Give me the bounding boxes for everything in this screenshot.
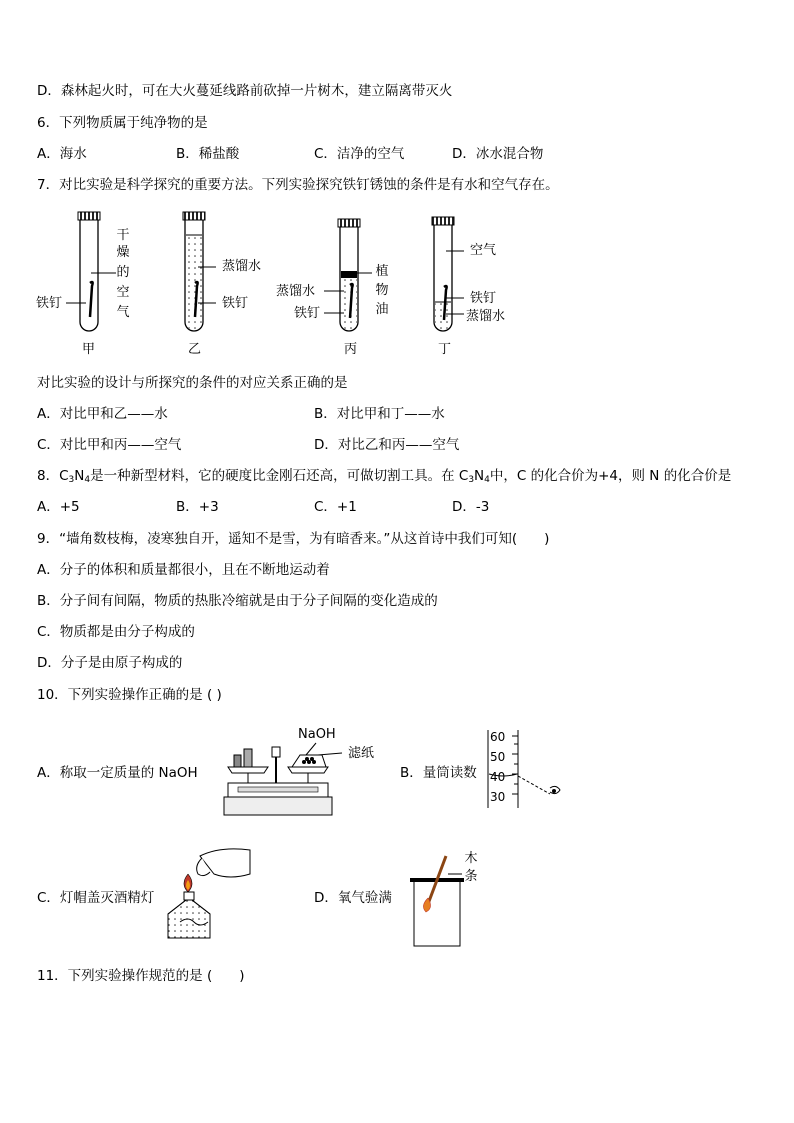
cylinder-tick-60: 60 — [490, 730, 506, 744]
bing-oil-char-1: 植 — [375, 264, 389, 279]
tube-name-yi: 乙 — [188, 342, 202, 357]
q10-option-b: B．量筒读数 — [400, 765, 477, 781]
cylinder-tick-50: 50 — [490, 750, 506, 764]
q6-option-d: D．冰水混合物 — [452, 146, 544, 162]
ding-air-label: 空气 — [470, 243, 497, 258]
q7-sub-stem: 对比实验的设计与所探究的条件的对应关系正确的是 — [37, 375, 348, 391]
graduated-cylinder-figure — [484, 728, 574, 810]
tube-name-bing: 丙 — [344, 342, 358, 357]
jia-nail-label: 铁钉 — [36, 296, 63, 311]
yi-nail-label: 铁钉 — [222, 296, 249, 311]
ding-nail-label: 铁钉 — [470, 291, 497, 306]
q10-option-c: C．灯帽盖灭酒精灯 — [37, 890, 155, 906]
alcohol-lamp-illustration — [160, 844, 256, 944]
q6-option-a: A．海水 — [37, 146, 87, 162]
bing-oil-char-3: 油 — [375, 302, 389, 317]
q7-figure — [36, 205, 526, 365]
q7-stem: 7．对比实验是科学探究的重要方法。下列实验探究铁钉锈蚀的条件是有水和空气存在。 — [37, 177, 559, 193]
tube-ding — [432, 217, 464, 331]
oxygen-test-figure — [400, 848, 490, 948]
tube-name-ding: 丁 — [438, 342, 452, 357]
bing-oil-char-2: 物 — [375, 283, 389, 298]
q6-stem: 6．下列物质属于纯净物的是 — [37, 115, 208, 131]
q6-option-b: B．稀盐酸 — [176, 146, 240, 162]
q8-option-a: A．+5 — [37, 499, 80, 515]
wood-strip-char-2: 条 — [464, 869, 478, 884]
q7-option-c: C．对比甲和丙——空气 — [37, 437, 182, 453]
filter-paper-label: 滤纸 — [348, 746, 375, 761]
q8-stem: 8．$C_3N_4$是一种新型材料，它的硬度比金刚石还高，可做切割工具。在 $C_3N_4$中，C 的化合价为+4，则 N 的化合价是 — [37, 468, 732, 485]
q6-option-c: C．洁净的空气 — [314, 146, 405, 162]
jia-label-char-4: 空 — [116, 285, 130, 300]
jia-label-char-5: 气 — [116, 305, 130, 320]
q8-option-d: D．-3 — [452, 499, 490, 515]
tube-bing — [324, 219, 372, 331]
q7-option-b: B．对比甲和丁——水 — [314, 406, 445, 422]
cylinder-tick-30: 30 — [490, 790, 506, 804]
ding-water-label: 蒸馏水 — [466, 309, 506, 324]
q9-option-c: C．物质都是由分子构成的 — [37, 624, 195, 640]
jia-label-char-3: 的 — [116, 265, 130, 280]
q9-stem: 9．“墙角数枝梅，凌寒独自开，遥知不是雪，为有暗香来。”从这首诗中我们可知( ) — [37, 531, 550, 547]
wood-strip-char-1: 木 — [464, 851, 478, 866]
q8-option-b: B．+3 — [176, 499, 219, 515]
q9-option-a: A．分子的体积和质量都很小，且在不断地运动着 — [37, 562, 330, 578]
q11-stem: 11．下列实验操作规范的是 ( ) — [37, 968, 245, 984]
jia-label-char-1: 干 — [116, 228, 130, 243]
tube-jia — [66, 212, 116, 331]
tube-name-jia: 甲 — [82, 342, 96, 357]
q7-option-a: A．对比甲和乙——水 — [37, 406, 168, 422]
q10-option-a: A．称取一定质量的 NaOH — [37, 765, 198, 781]
cylinder-tick-40: 40 — [490, 770, 506, 784]
balance-figure — [218, 725, 388, 820]
q10-stem: 10．下列实验操作正确的是 ( ) — [37, 687, 222, 703]
q9-option-d: D．分子是由原子构成的 — [37, 655, 183, 671]
yi-water-label: 蒸馏水 — [222, 259, 262, 274]
bing-water-label: 蒸馏水 — [276, 284, 316, 299]
bing-nail-label: 铁钉 — [294, 306, 321, 321]
q7-option-d: D．对比乙和丙——空气 — [314, 437, 460, 453]
alcohol-lamp-figure — [160, 844, 256, 944]
tube-yi — [183, 212, 216, 331]
q9-option-b: B．分子间有间隔，物质的热胀冷缩就是由于分子间隔的变化造成的 — [37, 593, 438, 609]
q5-option-d: D．森林起火时，可在大火蔓延线路前砍掉一片树木，建立隔离带灭火 — [37, 83, 453, 99]
naoh-label: NaOH — [298, 727, 336, 742]
jia-label-char-2: 燥 — [116, 245, 130, 260]
q10-option-d: D．氧气验满 — [314, 890, 392, 906]
q8-option-c: C．+1 — [314, 499, 357, 515]
